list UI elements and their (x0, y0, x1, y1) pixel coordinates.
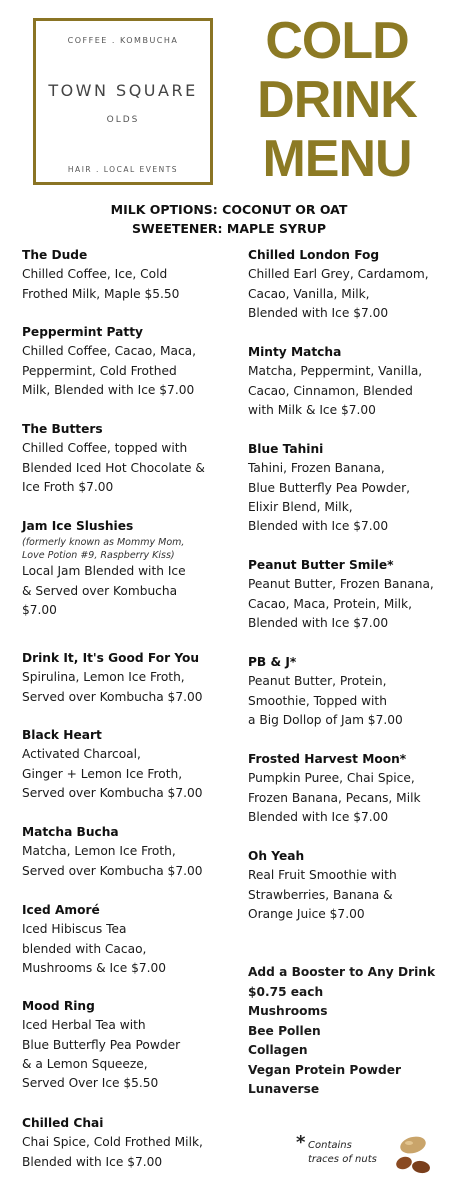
logo-city: OLDS (106, 115, 140, 125)
menu-item (248, 750, 453, 827)
logo-tagline-top: COFFEE . KOMBUCHA (67, 36, 179, 45)
menu-item-description: Chilled Coffee, Cacao, Maca, Peppermint, Cold Frothed Milk, Blended with Ice $7.00 (22, 344, 196, 397)
menu-item-name: Matcha Bucha (22, 825, 119, 839)
milk-options: MILK OPTIONS: COCONUT OR OAT (110, 202, 348, 217)
menu-item-name: Mood Ring (22, 999, 95, 1013)
asterisk-mark: * (296, 1132, 306, 1153)
booster-item: Vegan Protein Powder (248, 1062, 401, 1077)
menu-item-description: Local Jam Blended with Ice & Served over Kombucha $7.00 (22, 564, 186, 617)
menu-item-name: Drink It, It's Good For You (22, 651, 200, 665)
menu-item (22, 323, 237, 400)
menu-item-name: Chilled Chai (22, 1116, 104, 1130)
menu-item (22, 246, 237, 304)
nut-allergy-text: Contains traces of nuts (308, 1140, 377, 1165)
booster-item: Lunaverse (248, 1082, 320, 1096)
menu-item-description: Chilled Earl Grey, Cardamom, Cacao, Vanilla, Milk, Blended with Ice $7.00 (248, 267, 429, 320)
menu-item (22, 649, 237, 707)
menu-item-name: Minty Matcha (248, 345, 342, 359)
menu-item-description: Iced Hibiscus Tea blended with Cacao, Mushrooms & Ice $7.00 (22, 922, 167, 975)
menu-item-description: Peanut Butter, Frozen Banana, Cacao, Maca, Protein, Milk, Blended with Ice $7.00 (248, 577, 434, 630)
booster-list (248, 963, 453, 1100)
title-line-1: COLD (265, 12, 409, 70)
menu-item (22, 420, 237, 497)
menu-item (248, 343, 453, 420)
menu-item-description: Matcha, Lemon Ice Froth, Served over Kombucha $7.00 (22, 844, 203, 878)
menu-item-name: Chilled London Fog (248, 248, 380, 262)
menu-item-name: Oh Yeah (248, 849, 305, 863)
menu-item (22, 1114, 237, 1172)
menu-item-description: Chilled Coffee, Ice, Cold Frothed Milk, Maple $5.50 (22, 267, 180, 301)
booster-item: Bee Pollen (248, 1023, 321, 1038)
menu-item-description: Real Fruit Smoothie with Strawberries, Banana & Orange Juice $7.00 (248, 868, 397, 921)
menu-item (248, 653, 453, 730)
menu-item (22, 997, 237, 1093)
logo-tagline-bottom: HAIR . LOCAL EVENTS (67, 165, 179, 174)
menu-item (22, 726, 237, 803)
menu-item-description: Pumpkin Puree, Chai Spice, Frozen Banana, Pecans, Milk Blended with Ice $7.00 (248, 771, 421, 824)
peanut-icon (393, 1134, 433, 1176)
booster-item: Mushrooms (248, 1004, 328, 1018)
booster-heading: Add a Booster to Any Drink (248, 965, 436, 979)
menu-item-name: Frosted Harvest Moon* (248, 752, 407, 766)
sweetener-options: SWEETENER: MAPLE SYRUP (131, 221, 327, 236)
logo (33, 18, 213, 185)
title-line-3: MENU (262, 130, 412, 188)
menu-item (22, 901, 237, 978)
logo-name: TOWN SQUARE (48, 81, 198, 100)
menu-item-name: Peanut Butter Smile* (248, 558, 394, 572)
menu-item-name: Black Heart (22, 728, 102, 742)
menu-item-description: Chilled Coffee, topped with Blended Iced Hot Chocolate & Ice Froth $7.00 (22, 441, 205, 494)
menu-item (22, 823, 237, 881)
menu-item-name: The Dude (22, 248, 88, 262)
menu-item (248, 440, 453, 536)
booster-price: $0.75 each (248, 984, 324, 999)
menu-item-description: Tahini, Frozen Banana, Blue Butterfly Pea Powder, Elixir Blend, Milk, Blended with Ice $7.00 (248, 461, 410, 534)
options-block (0, 200, 458, 238)
booster-item: Collagen (248, 1043, 308, 1057)
menu-item-description: Iced Herbal Tea with Blue Butterfly Pea Powder & a Lemon Squeeze, Served Over Ice $5.50 (22, 1018, 181, 1091)
menu-item-name: Jam Ice Slushies (22, 519, 134, 533)
nut-allergy-note (296, 1132, 378, 1167)
menu-item (248, 847, 453, 924)
menu-item-note: (formerly known as Mommy Mom, Love Potion #9, Raspberry Kiss) (22, 537, 185, 562)
menu-item-name: PB & J* (248, 655, 297, 669)
menu-item-name: Blue Tahini (248, 442, 324, 456)
menu-item-name: Peppermint Patty (22, 325, 143, 339)
menu-item (248, 246, 453, 323)
menu-item-description: Peanut Butter, Protein, Smoothie, Topped with a Big Dollop of Jam $7.00 (248, 674, 403, 727)
menu-item-description: Chai Spice, Cold Frothed Milk, Blended with Ice $7.00 (22, 1135, 203, 1169)
menu-item (22, 517, 237, 620)
menu-item-name: The Butters (22, 422, 103, 436)
menu-item-description: Activated Charcoal, Ginger + Lemon Ice Froth, Served over Kombucha $7.00 (22, 747, 203, 800)
menu-item-name: Iced Amoré (22, 903, 100, 917)
menu-item-description: Matcha, Peppermint, Vanilla, Cacao, Cinnamon, Blended with Milk & Ice $7.00 (248, 364, 423, 417)
title-line-2: DRINK (257, 71, 417, 129)
page-title (232, 12, 442, 189)
menu-item (248, 556, 453, 633)
menu-item-description: Spirulina, Lemon Ice Froth, Served over Kombucha $7.00 (22, 670, 203, 704)
